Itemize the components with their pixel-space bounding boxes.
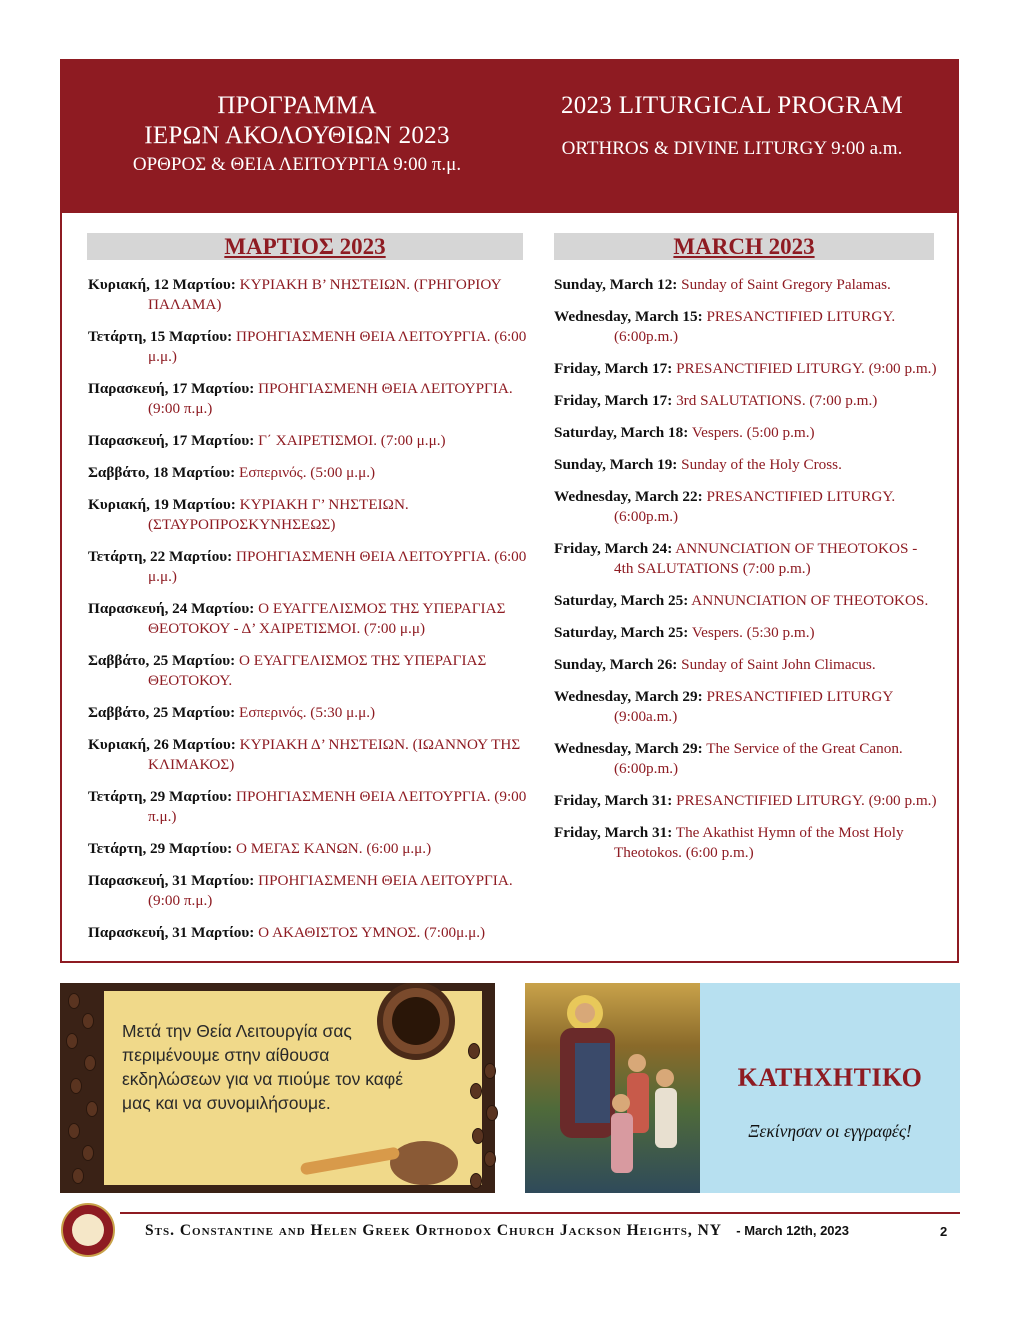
schedule-date: Τετάρτη, 22 Μαρτίου: — [88, 548, 233, 565]
schedule-service: PRESANCTIFIED LITURGY. (6:00p.m.) — [614, 488, 896, 525]
schedule-service: Ο ΕΥΑΓΓΕΛΙΣΜΟΣ ΤΗΣ ΥΠΕΡΑΓΙΑΣ ΘΕΟΤΟΚΟΥ. — [148, 652, 487, 689]
english-banner-time: ORTHROS & DIVINE LITURGY 9:00 a.m. — [561, 138, 903, 159]
schedule-item — [554, 791, 939, 811]
schedule-service: PRESANCTIFIED LITURGY. (6:00p.m.) — [614, 308, 896, 345]
schedule-date: Σαββάτο, 25 Μαρτίου: — [88, 652, 236, 669]
schedule-service: ΚΥΡΙΑΚΗ Δ’ ΝΗΣΤΕΙΩΝ. (ΙΩΑΝΝΟΥ ΤΗΣ ΚΛΙΜΑΚΟΣ) — [148, 736, 521, 773]
schedule-service: Γ΄ ΧΑΙΡΕΤΙΣΜΟΙ. (7:00 μ.μ.) — [258, 432, 446, 449]
coffee-bean-icon — [70, 1078, 82, 1094]
catechism-title: ΚΑΤΗΧΗΤΙΚΟ — [737, 1063, 923, 1092]
coffee-bean-icon — [484, 1151, 496, 1167]
schedule-date: Τετάρτη, 29 Μαρτίου: — [88, 840, 233, 857]
greek-banner — [82, 91, 512, 179]
schedule-item — [88, 431, 528, 451]
program-banner — [62, 61, 957, 213]
schedule-service: ΚΥΡΙΑΚΗ Β’ ΝΗΣΤΕΙΩΝ. (ΓΡΗΓΟΡΙΟΥ ΠΑΛΑΜΑ) — [148, 276, 501, 313]
schedule-item — [88, 495, 528, 535]
schedule-service: PRESANCTIFIED LITURGY. (9:00 p.m.) — [676, 792, 937, 809]
schedule-service: Εσπερινός. (5:30 μ.μ.) — [239, 704, 376, 721]
schedule-date: Friday, March 17: — [554, 360, 673, 377]
schedule-date: Παρασκευή, 24 Μαρτίου: — [88, 600, 255, 617]
english-banner — [522, 91, 942, 163]
coffee-bean-icon — [82, 1013, 94, 1029]
schedule-service: ΚΥΡΙΑΚΗ Γ’ ΝΗΣΤΕΙΩΝ. (ΣΤΑΥΡΟΠΡΟΣΚΥΝΗΣΕΩΣ) — [148, 496, 409, 533]
schedule-item — [88, 379, 528, 419]
coffee-ad-text: Μετά την Θεία Λειτουργία σας περιμένουμε στην αίθουσα εκδηλώσεων για να πιούμε τον καφέ μας και να συνομιλήσουμε. — [122, 1021, 404, 1113]
english-banner-title: 2023 LITURGICAL PROGRAM — [560, 92, 904, 119]
schedule-service: 3rd SALUTATIONS. (7:00 p.m.) — [676, 392, 878, 409]
schedule-service: Sunday of Saint John Climacus. — [681, 656, 876, 673]
footer-church — [145, 1222, 849, 1240]
greek-banner-title: ΠΡΟΓΡΑΜΜΑ — [217, 92, 377, 119]
schedule-service: ΠΡΟΗΓΙΑΣΜΕΝΗ ΘΕΙΑ ΛΕΙΤΟΥΡΓΙΑ. (9:00 π.μ.) — [148, 788, 527, 825]
schedule-item — [554, 359, 939, 379]
schedule-item — [88, 839, 528, 859]
schedule-date: Κυριακή, 19 Μαρτίου: — [88, 496, 236, 513]
greek-banner-time: ΟΡΘΡΟΣ & ΘΕΙΑ ΛΕΙΤΟΥΡΓΙΑ 9:00 π.μ. — [132, 154, 462, 175]
schedule-item — [88, 599, 528, 639]
schedule-date: Παρασκευή, 31 Μαρτίου: — [88, 872, 255, 889]
schedule-item — [554, 623, 939, 643]
schedule-service: Sunday of Saint Gregory Palamas. — [681, 276, 891, 293]
schedule-date: Sunday, March 26: — [554, 656, 678, 673]
schedule-date: Wednesday, March 22: — [554, 488, 703, 505]
schedule-date: Τετάρτη, 15 Μαρτίου: — [88, 328, 233, 345]
greek-banner-subtitle: ΙΕΡΩΝ ΑΚΟΛΟΥΘΙΩΝ 2023 — [144, 122, 450, 149]
schedule-date: Κυριακή, 12 Μαρτίου: — [88, 276, 236, 293]
coffee-bean-icon — [86, 1101, 98, 1117]
schedule-item — [88, 463, 528, 483]
schedule-date: Wednesday, March 15: — [554, 308, 703, 325]
schedule-service: The Akathist Hymn of the Most Holy Theotokos. (6:00 p.m.) — [614, 824, 904, 861]
schedule-service: PRESANCTIFIED LITURGY. (9:00 p.m.) — [676, 360, 937, 377]
schedule-service: Ο ΑΚΑΘΙΣΤΟΣ ΥΜΝΟΣ. (7:00μ.μ.) — [258, 924, 486, 941]
coffee-bean-icon — [468, 1043, 480, 1059]
schedule-service: ΠΡΟΗΓΙΑΣΜΕΝΗ ΘΕΙΑ ΛΕΙΤΟΥΡΓΙΑ. (9:00 π.μ.) — [148, 872, 513, 909]
schedule-item — [554, 275, 939, 295]
schedule-service: Ο ΕΥΑΓΓΕΛΙΣΜΟΣ ΤΗΣ ΥΠΕΡΑΓΙΑΣ ΘΕΟΤΟΚΟΥ - Δ’ ΧΑΙΡΕΤΙΣΜΟΙ. (7:00 μ.μ) — [148, 600, 506, 637]
english-schedule-list — [554, 275, 939, 875]
coffee-bean-icon — [68, 1123, 80, 1139]
schedule-item — [88, 547, 528, 587]
schedule-date: Saturday, March 25: — [554, 624, 689, 641]
schedule-item — [88, 871, 528, 911]
schedule-date: Παρασκευή, 17 Μαρτίου: — [88, 380, 255, 397]
schedule-date: Friday, March 24: — [554, 540, 673, 557]
schedule-item — [554, 739, 939, 779]
schedule-service: ΠΡΟΗΓΙΑΣΜΕΝΗ ΘΕΙΑ ΛΕΙΤΟΥΡΓΙΑ. (6:00 μ.μ.) — [148, 548, 527, 585]
coffee-bean-icon — [84, 1055, 96, 1071]
schedule-date: Κυριακή, 26 Μαρτίου: — [88, 736, 236, 753]
footer-date: - March 12th, 2023 — [736, 1223, 849, 1238]
coffee-bean-icon — [82, 1145, 94, 1161]
coffee-bean-icon — [484, 1063, 496, 1079]
schedule-service: The Service of the Great Canon. (6:00p.m.) — [614, 740, 903, 777]
schedule-date: Friday, March 31: — [554, 824, 673, 841]
catechism-subtitle: Ξεκίνησαν οι εγγραφές! — [748, 1121, 912, 1141]
schedule-item — [554, 391, 939, 411]
coffee-bean-icon — [470, 1173, 482, 1189]
schedule-service: ANNUNCIATION OF THEOTOKOS - 4th SALUTATIONS (7:00 p.m.) — [614, 540, 918, 577]
schedule-date: Παρασκευή, 17 Μαρτίου: — [88, 432, 255, 449]
schedule-item — [554, 655, 939, 675]
schedule-item — [88, 787, 528, 827]
schedule-item — [554, 539, 939, 579]
schedule-date: Wednesday, March 29: — [554, 740, 703, 757]
footer-rule — [120, 1212, 960, 1214]
greek-month-heading: ΜΑΡΤΙΟΣ 2023 — [87, 233, 523, 260]
schedule-date: Friday, March 31: — [554, 792, 673, 809]
schedule-date: Σαββάτο, 25 Μαρτίου: — [88, 704, 236, 721]
coffee-bean-icon — [470, 1083, 482, 1099]
catechism-ad — [525, 983, 960, 1193]
schedule-item — [554, 455, 939, 475]
coffee-bean-icon — [72, 1168, 84, 1184]
schedule-item — [554, 423, 939, 443]
schedule-item — [554, 591, 939, 611]
schedule-date: Saturday, March 18: — [554, 424, 689, 441]
church-seal-icon — [61, 1203, 115, 1257]
schedule-service: ANNUNCIATION OF THEOTOKOS. — [691, 592, 929, 609]
schedule-service: ΠΡΟΗΓΙΑΣΜΕΝΗ ΘΕΙΑ ΛΕΙΤΟΥΡΓΙΑ. (6:00 μ.μ.) — [148, 328, 527, 365]
christ-with-children-icon — [525, 983, 700, 1193]
schedule-date: Τετάρτη, 29 Μαρτίου: — [88, 788, 233, 805]
schedule-date: Friday, March 17: — [554, 392, 673, 409]
schedule-date: Saturday, March 25: — [554, 592, 689, 609]
schedule-date: Παρασκευή, 31 Μαρτίου: — [88, 924, 255, 941]
schedule-service: Sunday of the Holy Cross. — [681, 456, 842, 473]
schedule-service: Vespers. (5:30 p.m.) — [691, 624, 815, 641]
schedule-item — [88, 327, 528, 367]
schedule-date: Sunday, March 19: — [554, 456, 678, 473]
greek-schedule-list — [88, 275, 528, 955]
coffee-bean-icon — [472, 1128, 484, 1144]
schedule-item — [88, 651, 528, 691]
footer-church-name: Sts. Constantine and Helen Greek Orthodox Church Jackson Heights, NY — [145, 1222, 722, 1239]
schedule-date: Σαββάτο, 18 Μαρτίου: — [88, 464, 236, 481]
schedule-item — [88, 703, 528, 723]
program-frame — [60, 59, 959, 963]
coffee-bean-icon — [68, 993, 80, 1009]
schedule-service: PRESANCTIFIED LITURGY (9:00a.m.) — [614, 688, 893, 725]
icon-figures — [525, 983, 700, 1193]
coffee-hour-ad — [60, 983, 495, 1193]
schedule-date: Sunday, March 12: — [554, 276, 678, 293]
schedule-item — [554, 823, 939, 863]
schedule-item — [88, 275, 528, 315]
coffee-bean-icon — [66, 1033, 78, 1049]
schedule-date: Wednesday, March 29: — [554, 688, 703, 705]
english-month-heading: MARCH 2023 — [554, 233, 934, 260]
schedule-item — [88, 735, 528, 775]
schedule-item — [88, 923, 528, 943]
schedule-service: ΠΡΟΗΓΙΑΣΜΕΝΗ ΘΕΙΑ ΛΕΙΤΟΥΡΓΙΑ. (9:00 π.μ.) — [148, 380, 513, 417]
schedule-service: Εσπερινός. (5:00 μ.μ.) — [239, 464, 376, 481]
schedule-service: Vespers. (5:00 p.m.) — [691, 424, 815, 441]
schedule-service: Ο ΜΕΓΑΣ ΚΑΝΩΝ. (6:00 μ.μ.) — [236, 840, 432, 857]
schedule-item — [554, 307, 939, 347]
page-number: 2 — [940, 1224, 948, 1239]
schedule-item — [554, 687, 939, 727]
coffee-bean-icon — [486, 1105, 498, 1121]
schedule-item — [554, 487, 939, 527]
